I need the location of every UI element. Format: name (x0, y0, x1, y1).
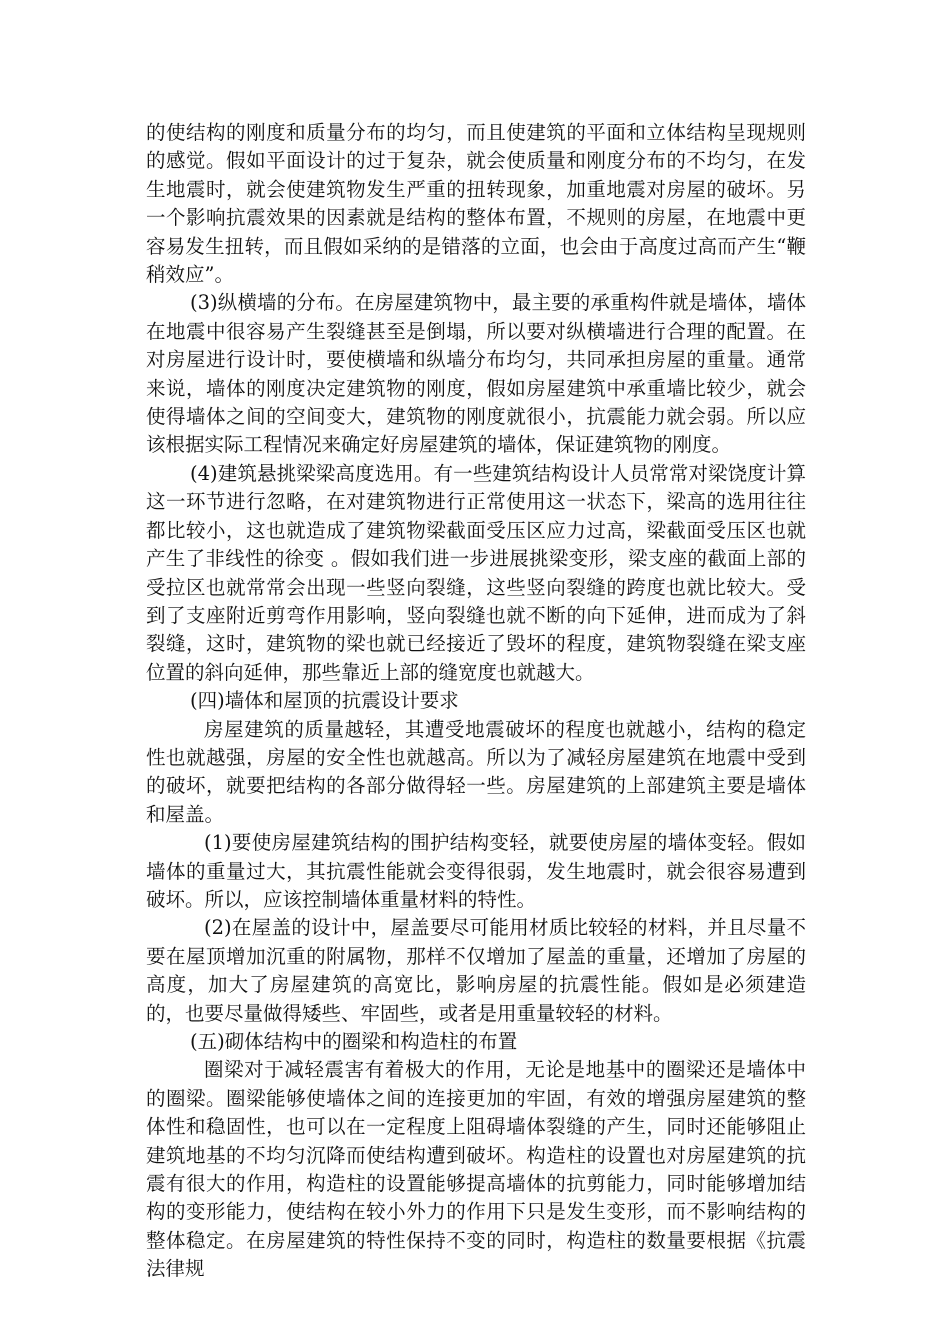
paragraph-cantilever-beam: (4)建筑悬挑梁梁高度选用。有一些建筑结构设计人员常常对梁饶度计算这一环节进行忽略，在对建筑物进行正常使用这一状态下，梁高的选用往往都比较小，这也就造成了建筑物梁截面受压区应力过高，梁截面受压区也就产生了非线性的徐变 。假如我们进一步进展挑梁变形，梁支座的截面上部的受拉区也就常常会出现一些竖向裂缝，这些竖向裂缝的跨度也就比较大。受到了支座附近剪弯作用影响，竖向裂缝也就不断的向下延伸，进而成为了斜裂缝，这时，建筑物的梁也就已经接近了毁坏的程度，建筑物裂缝在梁支座位置的斜向延伸，那些靠近上部的缝宽度也就越大。 (146, 461, 806, 684)
paragraph-wall-distribution: (3)纵横墙的分布。在房屋建筑物中，最主要的承重构件就是墙体，墙体在地震中很容易产生裂缝甚至是倒塌，所以要对纵横墙进行合理的配置。在对房屋进行设计时，要使横墙和纵墙分布均匀，共同承担房屋的重量。通常来说，墙体的刚度决定建筑物的刚度，假如房屋建筑中承重墙比较少，就会使得墙体之间的空间变大，建筑物的刚度就很小，抗震能力就会弱。所以应该根据实际工程情况来确定好房屋建筑的墙体，保证建筑物的刚度。 (146, 291, 806, 457)
section-heading-ring-beam: (五)砌体结构中的圈梁和构造柱的布置 (190, 1030, 518, 1053)
document-body (146, 119, 806, 1284)
paragraph-structure-layout: 的使结构的刚度和质量分布的均匀，而且使建筑的平面和立体结构呈现规则的感觉。假如平面设计的过于复杂，就会使质量和刚度分布的不均匀，在发生地震时，就会使建筑物发生严重的扭转现象，加重地震对房屋的破坏。另一个影响抗震效果的因素就是结构的整体布置，不规则的房屋，在地震中更容易发生扭转，而且假如采纳的是错落的立面，也会由于高度过高而产生“鞭稍效应”。 (146, 121, 806, 287)
paragraph-ring-beam-columns: 圈梁对于减轻震害有着极大的作用，无论是地基中的圈梁还是墙体中的圈梁。圈梁能够使墙体之间的连接更加的牢固，有效的增强房屋建筑的整体性和稳固性，也可以在一定程度上阻碍墙体裂缝的产生，同时还能够阻止建筑地基的不均匀沉降而使结构遭到破坏。构造柱的设置也对房屋建筑的抗震有很大的作用，构造柱的设置能够提高墙体的抗剪能力，同时能够增加结构的变形能力，使结构在较小外力的作用下只是发生变形，而不影响结构的整体稳定。在房屋建筑的特性保持不变的同时，构造柱的数量要根据《抗震法律规 (146, 1058, 806, 1281)
section-heading-wall-roof: (四)墙体和屋顶的抗震设计要求 (190, 689, 459, 713)
paragraph-roof-design: (2)在屋盖的设计中，屋盖要尽可能用材质比较轻的材料，并且尽量不要在屋顶增加沉重的附属物，那样不仅增加了屋盖的重量，还增加了房屋的高度，加大了房屋建筑的高宽比，影响房屋的抗震性能。假如是必须建造的，也要尽量做得矮些、牢固些，或者是用重量较轻的材料。 (146, 916, 806, 1025)
paragraph-building-weight: 房屋建筑的质量越轻，其遭受地震破坏的程度也就越小，结构的稳定性也就越强，房屋的安全性也就越高。所以为了减轻房屋建筑在地震中受到的破坏，就要把结构的各部分做得轻一些。房屋建筑的上部建筑主要是墙体和屋盖。 (146, 717, 806, 826)
paragraph-light-walls: (1)要使房屋建筑结构的围护结构变轻，就要使房屋的墙体变轻。假如墙体的重量过大，其抗震性能就会变得很弱，发生地震时，就会很容易遭到破坏。所以，应该控制墙体重量材料的特性。 (146, 831, 806, 911)
